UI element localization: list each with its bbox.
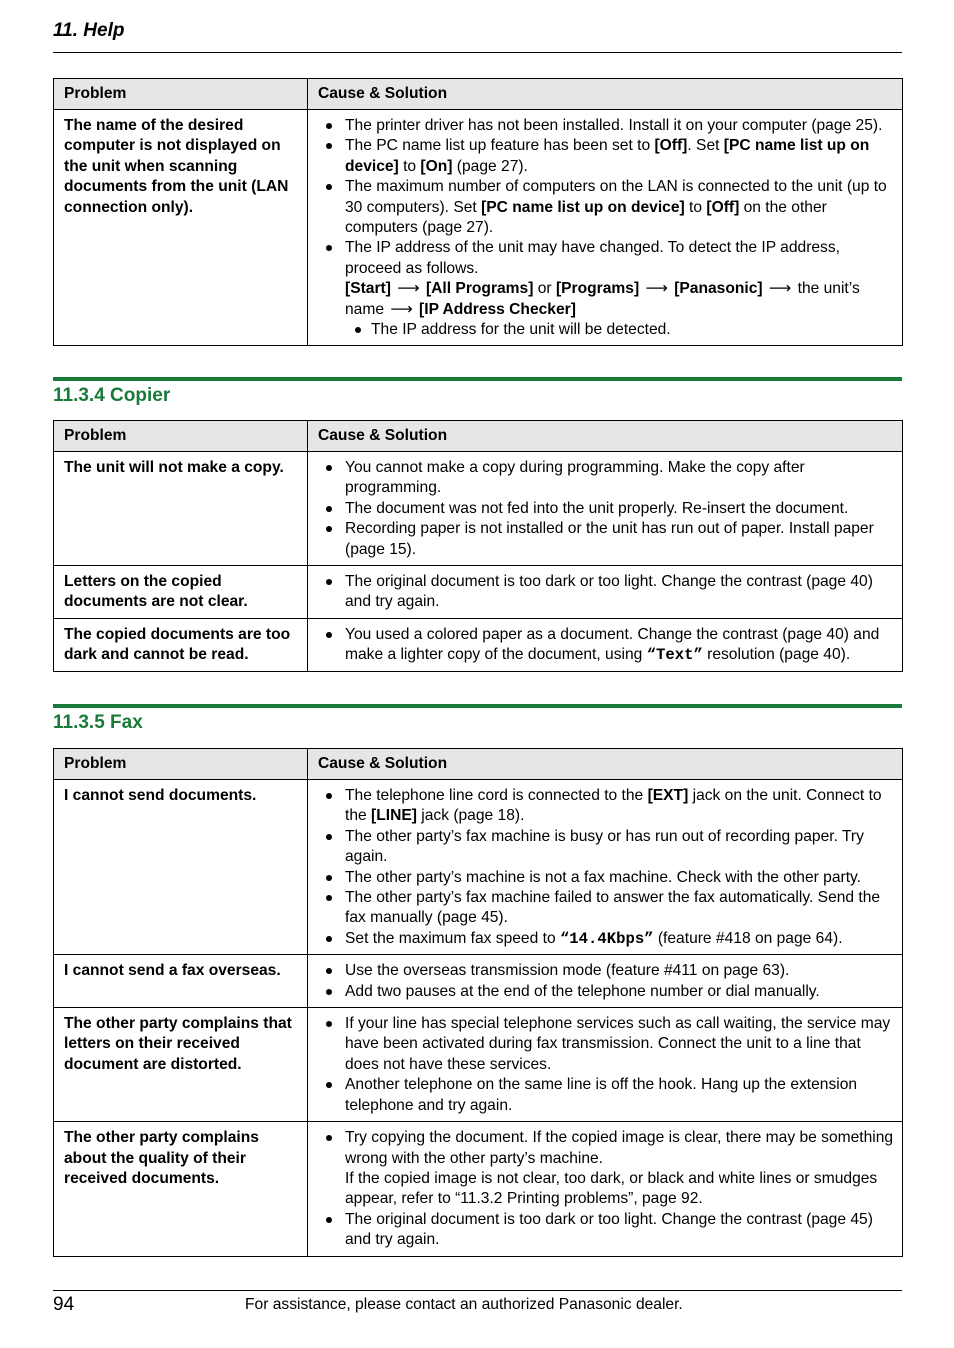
key-off: [Off]	[654, 137, 688, 155]
solution-item: Set the maximum fax speed to “14.4Kbps” (feature #418 on page 64).	[318, 929, 894, 949]
table-header-row	[54, 749, 903, 780]
solution-item: You used a colored paper as a document. Change the contrast (page 40) and make a lighter copy of the document, using “Text” resolution (page 40).	[318, 625, 894, 666]
fax-troubleshooting-table	[53, 748, 903, 1257]
column-header-problem: Problem	[54, 421, 308, 452]
table-header-row	[54, 79, 903, 110]
solution-item: The printer driver has not been installed. Install it on your computer (page 25).	[318, 116, 894, 136]
solution-item: The other party’s machine is not a fax machine. Check with the other party.	[318, 868, 894, 888]
problem-cell: The other party complains about the quality of their received documents.	[54, 1122, 308, 1256]
column-header-cause: Cause & Solution	[308, 749, 903, 780]
column-header-problem: Problem	[54, 79, 308, 110]
solution-cell	[308, 452, 903, 566]
problem-cell: I cannot send a fax overseas.	[54, 955, 308, 1008]
key-on: [On]	[420, 157, 453, 175]
solution-cell	[308, 1122, 903, 1256]
solution-item: The maximum number of computers on the LAN is connected to the unit (up to 30 computers). Set [PC name list up on device] to [Off] on the other computers (page 27).	[318, 177, 894, 238]
column-header-problem: Problem	[54, 749, 308, 780]
problem-cell: The unit will not make a copy.	[54, 452, 308, 566]
solution-item: The other party’s fax machine failed to answer the fax automatically. Send the fax manually (page 45).	[318, 888, 894, 929]
problem-cell: The other party complains that letters on their received document are distorted.	[54, 1008, 308, 1122]
section-title-copier: 11.3.4 Copier	[53, 385, 171, 406]
section-title-fax: 11.3.5 Fax	[53, 712, 143, 733]
section-divider	[53, 704, 902, 708]
arrow-right-icon: ⟶	[768, 280, 792, 298]
solution-item: Recording paper is not installed or the unit has run out of paper. Install paper (page 15).	[318, 519, 894, 560]
solution-item: The IP address of the unit may have changed. To detect the IP address, proceed as follows. [Start] ⟶ [All Programs] or [Programs] ⟶ [Panasonic] ⟶ the unit’s name ⟶ [IP Address Checker] The IP address for the unit will be detected.	[318, 238, 894, 340]
solution-item: The telephone line cord is connected to the [EXT] jack on the unit. Connect to the [LINE] jack (page 18).	[318, 786, 894, 827]
key-off: [Off]	[706, 198, 740, 216]
page-header-title: 11. Help	[53, 20, 125, 41]
key-pc-name-list: [PC name list up on device]	[345, 137, 870, 175]
key-all-programs: [All Programs]	[425, 280, 534, 298]
solution-item: If your line has special telephone services such as call waiting, the service may have been activated during fax transmission. Connect the unit to a line that does not have these services.	[318, 1014, 894, 1075]
arrow-right-icon: ⟶	[397, 280, 420, 298]
footer-text: For assistance, please contact an authorized Panasonic dealer.	[245, 1296, 683, 1313]
column-header-cause: Cause & Solution	[308, 79, 903, 110]
key-programs: [Programs]	[555, 280, 640, 298]
table-row	[54, 566, 903, 619]
arrow-right-icon: ⟶	[390, 300, 413, 318]
problem-cell: Letters on the copied documents are not clear.	[54, 566, 308, 619]
page-number: 94	[53, 1294, 75, 1315]
table-row	[54, 110, 903, 346]
solution-item: Try copying the document. If the copied image is clear, there may be something wrong with the other party’s machine. If the copied image is not clear, too dark, or black and white lines or smudges appear, refer to “11.3.2 Printing problems”, page 92.	[318, 1128, 894, 1210]
key-line: [LINE]	[371, 807, 417, 825]
table-row	[54, 955, 903, 1008]
solution-cell	[308, 1008, 903, 1122]
solution-item: Add two pauses at the end of the telephone number or dial manually.	[318, 982, 894, 1002]
solution-item: The other party’s fax machine is busy or has run out of recording paper. Try again.	[318, 827, 894, 868]
solution-item: The document was not fed into the unit properly. Re-insert the document.	[318, 499, 894, 519]
key-ext: [EXT]	[647, 787, 689, 804]
header-rule	[53, 52, 902, 53]
solution-cell	[308, 566, 903, 619]
section-divider	[53, 377, 902, 381]
key-start: [Start]	[345, 280, 391, 298]
fax-speed-label: “14.4Kbps”	[559, 929, 654, 948]
table-row	[54, 780, 903, 955]
problem-cell: The name of the desired computer is not displayed on the unit when scanning documents from the unit (LAN connection only).	[54, 110, 308, 346]
solution-cell	[308, 110, 903, 346]
solution-cell	[308, 955, 903, 1008]
arrow-right-icon: ⟶	[645, 280, 668, 298]
solution-item: The PC name list up feature has been set to [Off]. Set [PC name list up on device] to [On] (page 27).	[318, 136, 894, 177]
column-header-cause: Cause & Solution	[308, 421, 903, 452]
table-row	[54, 1008, 903, 1122]
solution-cell	[308, 780, 903, 955]
solution-item: You cannot make a copy during programming. Make the copy after programming.	[318, 458, 894, 499]
solution-cell	[308, 618, 903, 671]
footer-rule	[53, 1290, 902, 1291]
table-row	[54, 1122, 903, 1256]
problem-cell: I cannot send documents.	[54, 780, 308, 955]
key-pc-name-list: [PC name list up on device]	[481, 198, 685, 216]
solution-item: The original document is too dark or too light. Change the contrast (page 45) and try again.	[318, 1210, 894, 1251]
key-panasonic: [Panasonic]	[674, 280, 763, 298]
table-row	[54, 452, 903, 566]
solution-item: Another telephone on the same line is off the hook. Hang up the extension telephone and try again.	[318, 1075, 894, 1116]
table-header-row	[54, 421, 903, 452]
resolution-text-label: “Text”	[646, 646, 703, 665]
key-ip-address-checker: [IP Address Checker]	[419, 300, 576, 318]
table-row	[54, 618, 903, 671]
copier-troubleshooting-table	[53, 420, 903, 672]
problem-cell: The copied documents are too dark and cannot be read.	[54, 618, 308, 671]
solution-item: Use the overseas transmission mode (feature #411 on page 63).	[318, 961, 894, 981]
lan-troubleshooting-table	[53, 78, 903, 346]
solution-item: The original document is too dark or too light. Change the contrast (page 40) and try again.	[318, 572, 894, 613]
solution-subitem: The IP address for the unit will be detected.	[345, 320, 894, 340]
